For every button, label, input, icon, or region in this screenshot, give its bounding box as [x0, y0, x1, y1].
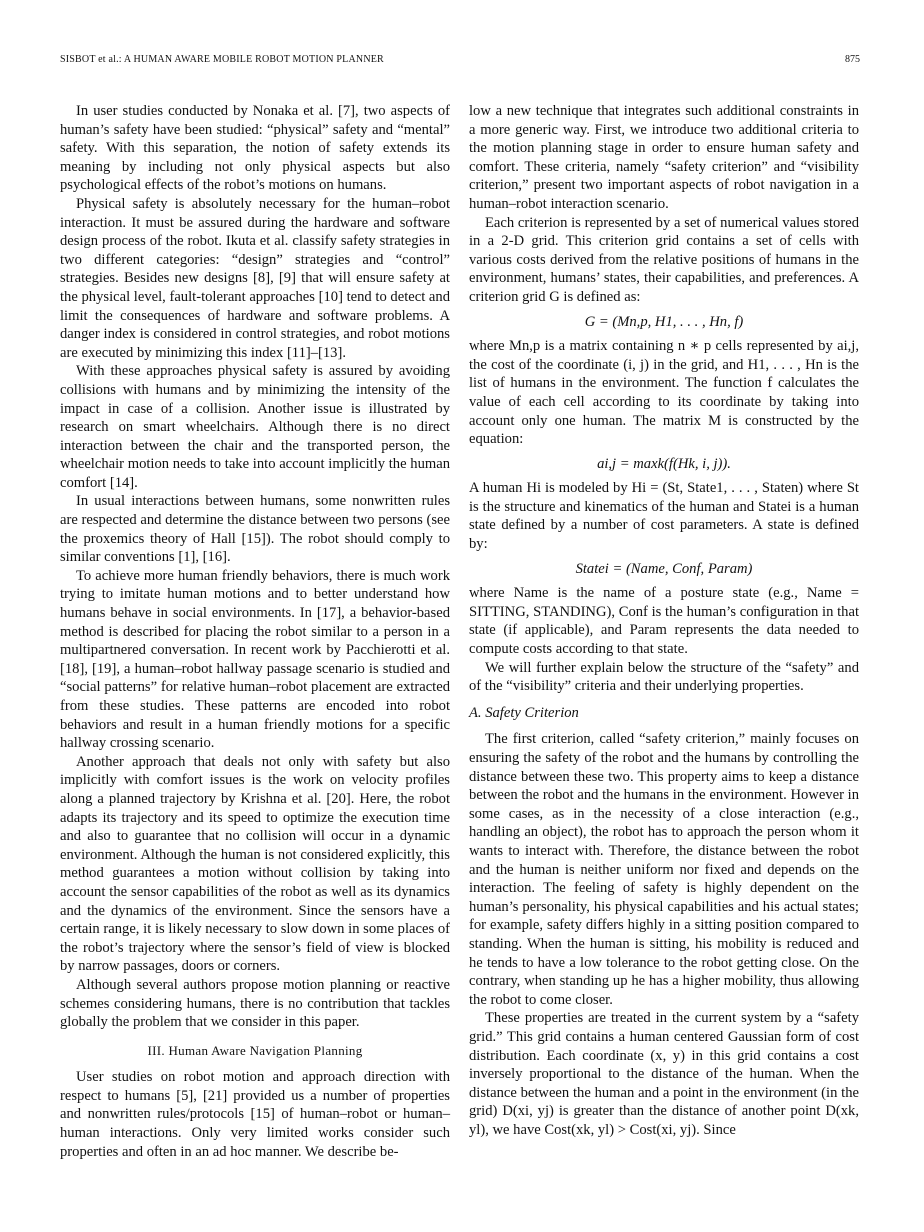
paragraph: These properties are treated in the current system by a “safety grid.” This grid contains a human centered Gaussian form of cost distribution. Each coordinate (x, y) in this grid contains a cost inversely proportional to the distance of the human. When the distance between the human and a point in the environment (in the grid) D(xi, yj) is greater than the distance of another point D(xk, yl), we have Cost(xk, yl) > Cost(xi, yj). Since — [469, 1010, 859, 1138]
page-number: 875 — [845, 54, 860, 65]
running-head: SISBOT et al.: A HUMAN AWARE MOBILE ROBOT MOTION PLANNER — [60, 54, 384, 65]
paragraph: Although several authors propose motion planning or reactive schemes considering humans, there is no contribution that tackles globally the problem that we consider in this paper. — [60, 976, 450, 1031]
paragraph: User studies on robot motion and approach direction with respect to humans [5], [21] provided us a number of properties and nonwritten rules/protocols [15] of human–robot or human–human interactions. Only very limited works consider such properties and often in an ad hoc manner. We describe be- — [60, 1069, 450, 1160]
paragraph: The first criterion, called “safety criterion,” mainly focuses on ensuring the safety of the robot and the humans by controlling the distance between these two. This property aims to keep a distance between the robot and the humans in the environment. However in some cases, as in the necessity of a close interaction (e.g., handling an object), the robot has to approach the person whom it wants to interact with. Therefore, the distance between the robot and the human is neither uniform nor fixed and depends on the interaction. The feeling of safety is highly dependent on the human’s personality, his physical capabilities and his actual states; for example, safety differs highly in a sitting position compared to standing. When the human is sitting, his mobility is reduced and he tends to have a low tolerance to the robot getting close. On the contrary, when standing up he has a higher mobility, thus allowing the robot to come closer. — [469, 731, 859, 1008]
paragraph: where Name is the name of a posture state (e.g., Name = SITTING, STANDING), Conf is the human’s configuration in that state (if applicable), and Param represents the data needed to compute costs according to that state. — [469, 585, 859, 658]
paragraph: Another approach that deals not only with safety but also implicitly with comfort issues is the work on velocity profiles along a planned trajectory by Krishna et al. [20]. Here, the robot adapts its trajectory and its speed to optimize the execution time and also to guarantee that no collision will occur in a dynamic environment. Although the human is not considered explicitly, this method guarantees a motion without collision by taking into account the sensor capabilities of the robot as well as its dynamics and the dynamics of the environment. Since the sensors have a certain range, it is likely necessary to slow down in some places of the robot’s trajectory where the sensor’s field of view is blocked by narrow passages, doors or corners. — [60, 753, 450, 975]
paragraph: Physical safety is absolutely necessary for the human–robot interaction. It must be assured during the hardware and software design process of the robot. Ikuta et al. classify safety strategies in two different categories: “design” strategies and “control” strategies. Besides new designs [8], [9] that will ensure safety at the physical level, fault-tolerant approaches [10] tend to detect and limit the consequences of hardware and software problems. A danger index is considered in control strategies, and robot motions are executed by minimizing this index [11]–[13]. — [60, 195, 450, 361]
paragraph: We will further explain below the structure of the “safety” and of the “visibility” criteria and their underlying properties. — [469, 659, 859, 695]
paragraph: In user studies conducted by Nonaka et al. [7], two aspects of human’s safety have been studied: “physical” safety and “mental” safety. With this separation, the notion of safety extends its meaning by including not only physical aspects but also psychological effects of the robot’s motions on humans. — [60, 103, 450, 194]
paragraph: Each criterion is represented by a set of numerical values stored in a 2-D grid. This criterion grid contains a set of cells with various costs derived from the relative positions of humans in the environment, humans’ states, their capabilities, and preferences. A criterion grid G is defined as: — [469, 214, 859, 305]
section-heading: III. Human Aware Navigation Planning — [147, 1042, 363, 1058]
paragraph: where Mn,p is a matrix containing n ∗ p cells represented by ai,j, the cost of the coordinate (i, j) in the grid, and H1, . . . , Hn is the list of humans in the environment. The function f calculates the value of each cell according to its coordinate by taking into account only one human. The matrix M is constructed by the equation: — [469, 338, 859, 448]
paragraph: A human Hi is modeled by Hi = (St, State1, . . . , Staten) where St is the structure and kinematics of the human and Statei is a human state defined by a number of cost parameters. A state is defined by: — [469, 480, 859, 553]
equation: G = (Mn,p, H1, . . . , Hn, f) — [584, 313, 744, 330]
equation: ai,j = maxk(f(Hk, i, j)). — [597, 455, 731, 472]
paragraph: With these approaches physical safety is assured by avoiding collisions with humans and by minimizing the intensity of the impact in case of a collision. Another issue is illustrated by research on smart wheelchairs. Although there is no direct interaction between the chair and the transported person, the wheelchair motion needs to take into account implicitly the human comfort [14]. — [60, 363, 450, 491]
subsection-heading: A. Safety Criterion — [469, 704, 579, 721]
equation: Statei = (Name, Conf, Param) — [575, 560, 753, 577]
paragraph: In usual interactions between humans, some nonwritten rules are respected and determine the distance between two persons (see the proxemics theory of Hall [15]). The robot should comply to similar conventions [1], [16]. — [60, 493, 450, 566]
paragraph: To achieve more human friendly behaviors, there is much work trying to imitate human motions and to better understand how humans behave in social environments. In [17], a behavior-based method is described for placing the robot similar to a person in a multipartnered conversation. In recent work by Pacchierotti et al. [18], [19], a human–robot hallway passage scenario is studied and “social patterns” for relative human–robot placement are extracted from these studies. These patterns are encoded into robot behaviors and result in a human friendly motions for a specific hallway crossing scenario. — [60, 567, 450, 752]
left-column — [60, 102, 450, 1161]
paragraph: low a new technique that integrates such additional constraints in a more generic way. First, we introduce two additional criteria to the motion planning stage in order to ensure human safety and comfort. These criteria, namely “safety criterion” and “visibility criterion,” present two important aspects of robot navigation in a human–robot interaction scenario. — [469, 103, 859, 212]
right-column — [469, 102, 859, 1139]
